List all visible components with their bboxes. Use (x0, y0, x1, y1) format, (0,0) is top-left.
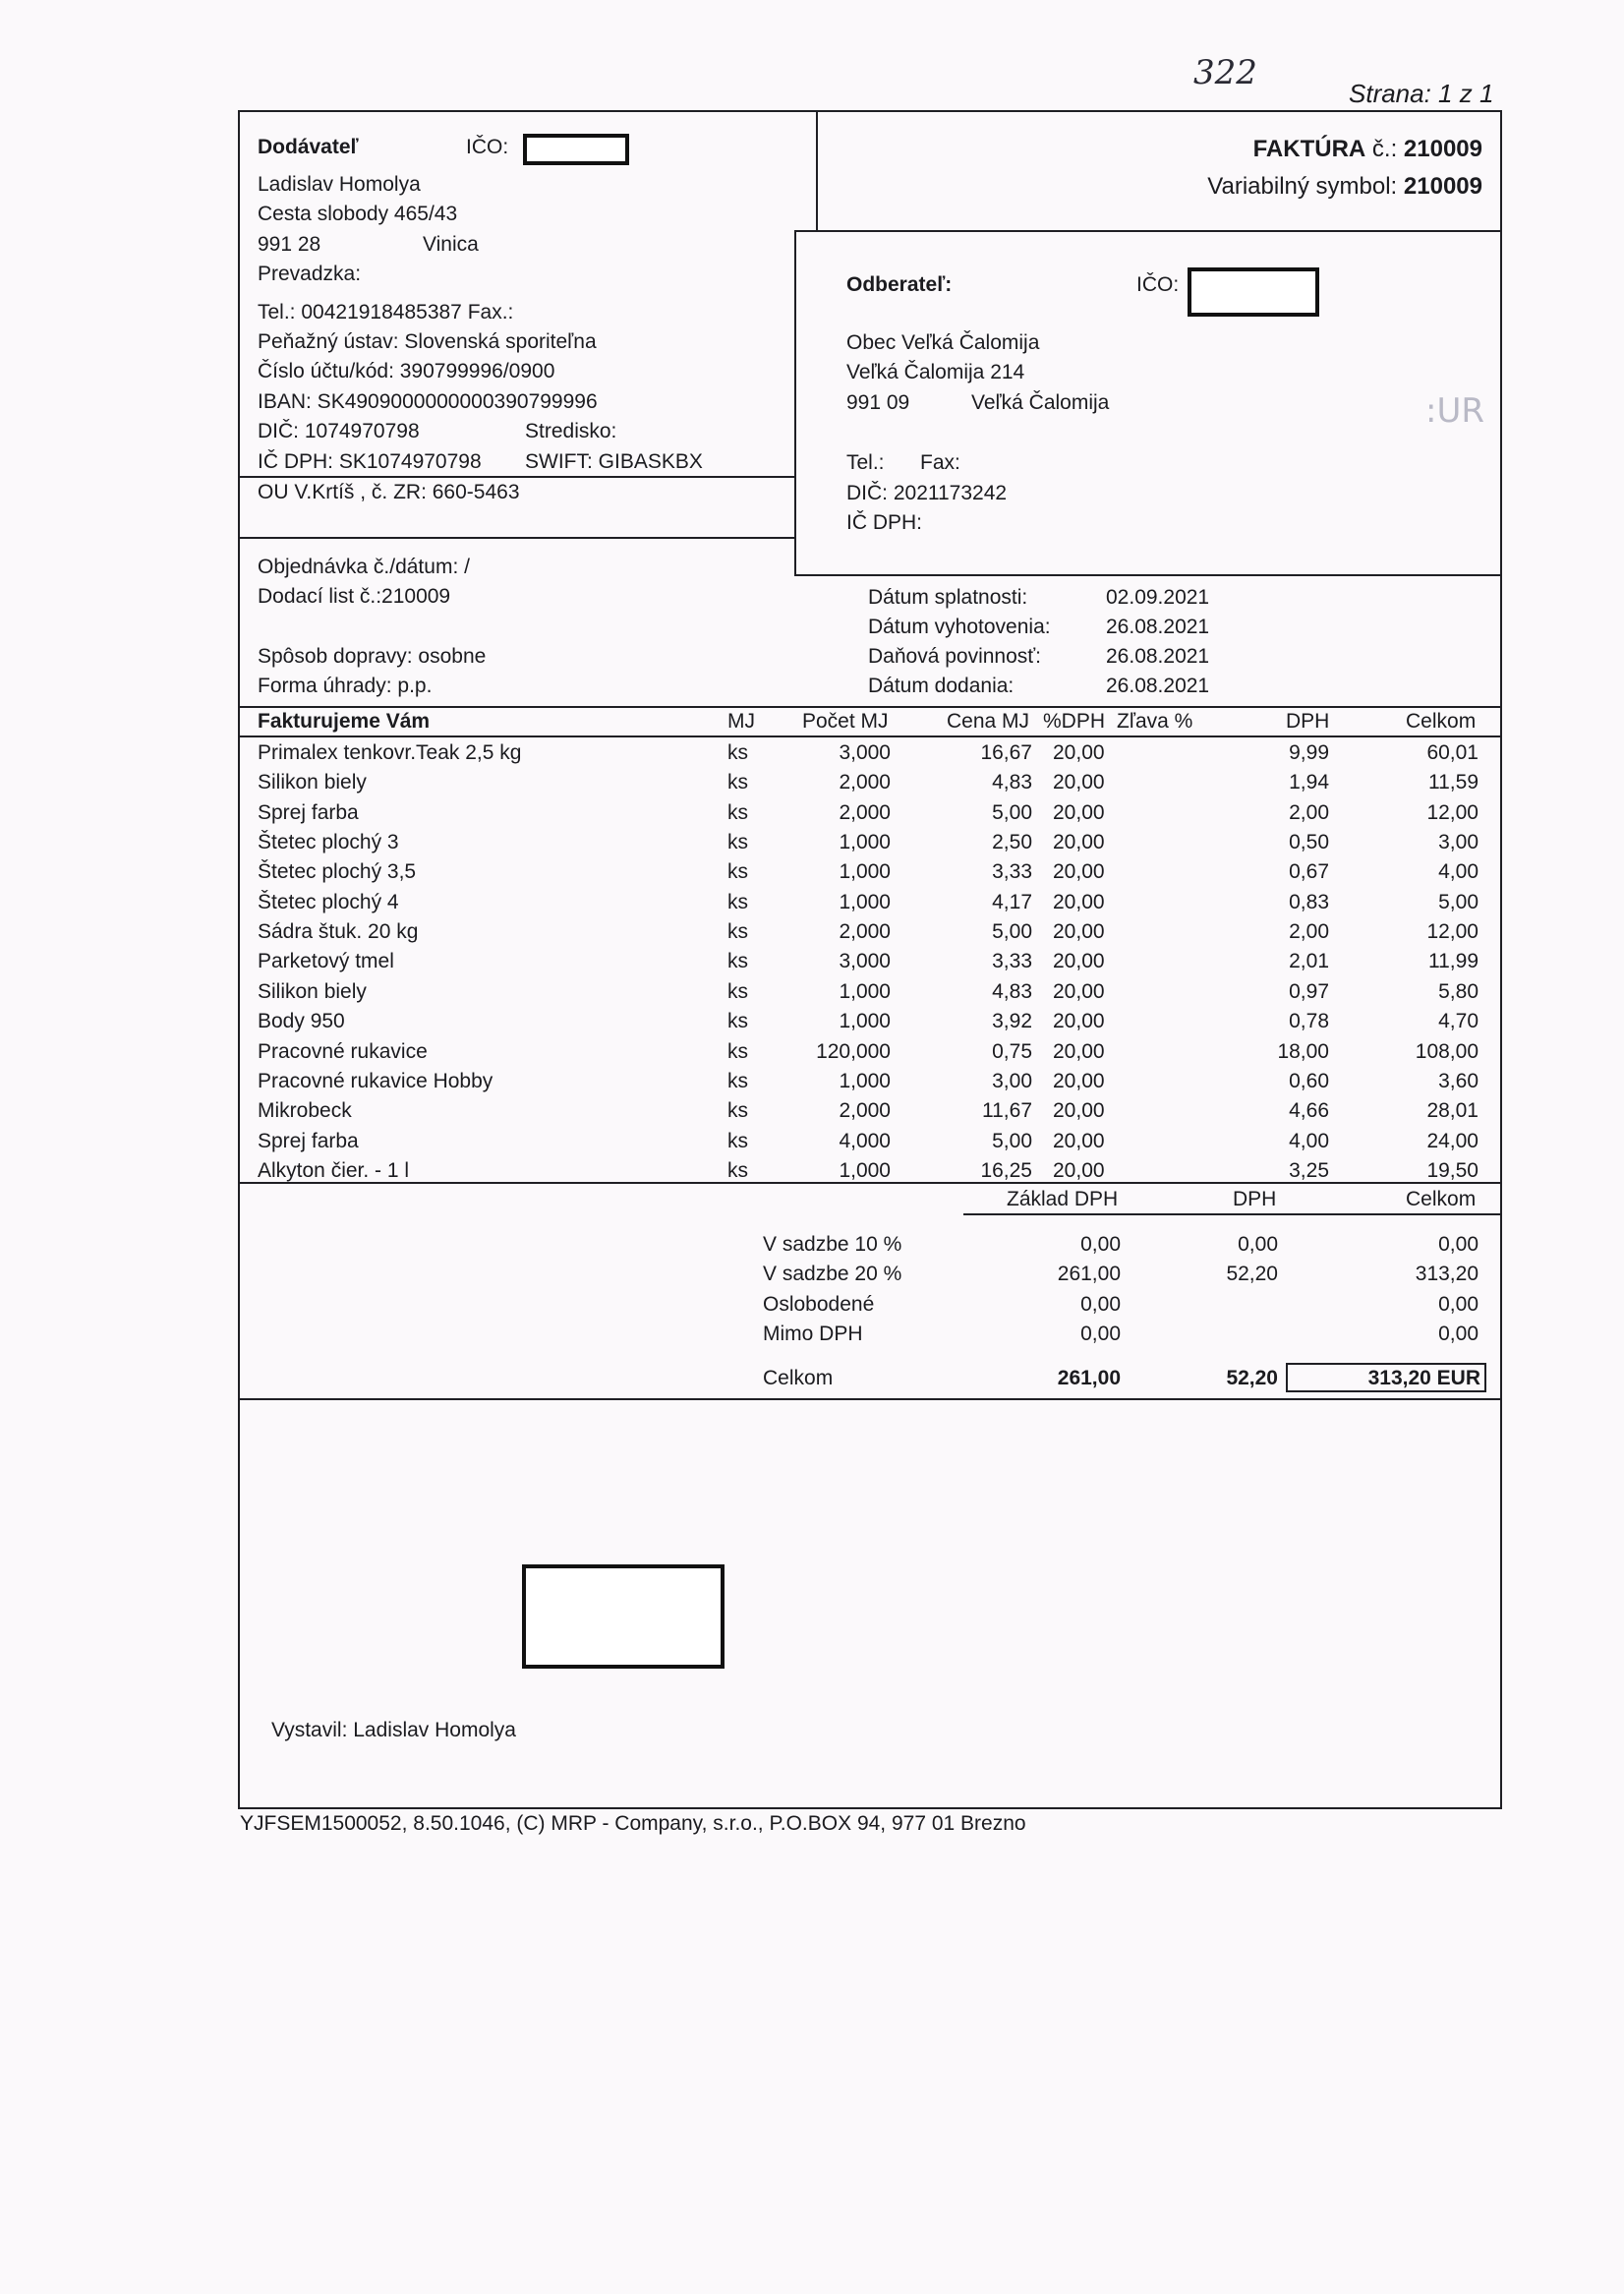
item-quantity: 1,000 (839, 1159, 891, 1182)
item-vat-amount: 3,25 (1289, 1159, 1329, 1182)
item-vat-amount: 0,67 (1289, 860, 1329, 883)
item-total: 24,00 (1426, 1130, 1479, 1152)
footer-software: YJFSEM1500052, 8.50.1046, (C) MRP - Company, s.r.o., P.O.BOX 94, 977 01 Brezno (240, 1812, 1026, 1835)
item-unit: ks (727, 891, 748, 913)
item-vat-rate: 20,00 (1053, 831, 1105, 853)
item-total: 12,00 (1426, 920, 1479, 943)
header-divider (816, 110, 818, 230)
col-header-name: Fakturujeme Vám (258, 710, 431, 733)
item-unit: ks (727, 1130, 748, 1152)
transport-method: Spôsob dopravy: osobne (258, 645, 487, 668)
item-vat-amount: 0,83 (1289, 891, 1329, 913)
item-unit-price: 2,50 (992, 831, 1032, 853)
item-unit-price: 16,67 (980, 741, 1032, 764)
col-header-mj: MJ (727, 710, 755, 733)
item-vat-amount: 4,66 (1289, 1099, 1329, 1122)
item-unit-price: 4,17 (992, 891, 1032, 913)
item-unit-price: 5,00 (992, 801, 1032, 824)
payment-method: Forma úhrady: p.p. (258, 675, 433, 697)
items-top-rule (238, 706, 1502, 708)
item-unit: ks (727, 950, 748, 972)
item-unit-price: 5,00 (992, 920, 1032, 943)
summary-header-base: Základ DPH (1007, 1188, 1119, 1210)
item-unit: ks (727, 831, 748, 853)
summary-total: 0,00 (1438, 1293, 1479, 1316)
supplier-underline-2 (238, 537, 794, 539)
supplier-name: Ladislav Homolya (258, 173, 421, 196)
item-unit: ks (727, 801, 748, 824)
col-header-vat: %DPH (1043, 710, 1106, 733)
customer-zip: 991 09 (846, 391, 910, 414)
supplier-icdph: IČ DPH: SK1074970798 (258, 450, 482, 473)
item-unit-price: 3,33 (992, 950, 1032, 972)
item-vat-rate: 20,00 (1053, 741, 1105, 764)
date-label: Dátum dodania: (868, 675, 1015, 697)
invoice-number-label: č.: (1365, 136, 1404, 162)
col-header-dph: DPH (1286, 710, 1330, 733)
item-quantity: 120,000 (816, 1040, 891, 1063)
item-total: 5,80 (1438, 980, 1479, 1003)
summary-base: 0,00 (1080, 1323, 1121, 1345)
summary-label: V sadzbe 10 % (763, 1233, 902, 1256)
item-vat-amount: 0,60 (1289, 1070, 1329, 1092)
item-quantity: 4,000 (839, 1130, 891, 1152)
summary-total: 313,20 (1415, 1263, 1479, 1285)
page-label: Strana: 1 z 1 (1349, 79, 1494, 108)
summary-base: 0,00 (1080, 1233, 1121, 1256)
item-quantity: 2,000 (839, 920, 891, 943)
items-bottom-rule (238, 1182, 1502, 1184)
item-vat-amount: 0,78 (1289, 1010, 1329, 1032)
item-vat-rate: 20,00 (1053, 1070, 1105, 1092)
invoice-title (1253, 136, 1482, 163)
item-vat-amount: 9,99 (1289, 741, 1329, 764)
supplier-account: Číslo účtu/kód: 390799996/0900 (258, 360, 555, 382)
summary-base: 261,00 (1057, 1263, 1121, 1285)
supplier-dic: DIČ: 1074970798 (258, 420, 420, 442)
item-total: 5,00 (1438, 891, 1479, 913)
supplier-prevadzka: Prevadzka: (258, 263, 362, 285)
summary-label: V sadzbe 20 % (763, 1263, 902, 1285)
summary-label: Oslobodené (763, 1293, 875, 1316)
col-header-price: Cena MJ (947, 710, 1030, 733)
item-total: 108,00 (1415, 1040, 1479, 1063)
summary-vat: 52,20 (1226, 1263, 1278, 1285)
supplier-label: Dodávateľ (258, 136, 359, 158)
handwritten-number: 322 (1193, 53, 1257, 92)
date-label: Dátum splatnosti: (868, 586, 1028, 609)
col-header-discount: Zľava % (1117, 710, 1193, 733)
item-name: Silikon biely (258, 980, 367, 1003)
invoice-number: 210009 (1403, 136, 1482, 162)
item-total: 3,60 (1438, 1070, 1479, 1092)
item-total: 11,99 (1428, 950, 1479, 972)
item-name: Štetec plochý 4 (258, 891, 399, 913)
item-name: Primalex tenkovr.Teak 2,5 kg (258, 741, 522, 764)
date-label: Dátum vyhotovenia: (868, 616, 1051, 638)
summary-header-rule (963, 1213, 1502, 1215)
col-header-total: Celkom (1406, 710, 1477, 733)
item-name: Sádra štuk. 20 kg (258, 920, 419, 943)
date-label: Daňová povinnosť: (868, 645, 1041, 668)
item-name: Sprej farba (258, 1130, 359, 1152)
item-vat-amount: 1,94 (1289, 771, 1329, 794)
customer-tel: Tel.: (846, 451, 885, 474)
item-name: Sprej farba (258, 801, 359, 824)
item-vat-amount: 0,97 (1289, 980, 1329, 1003)
grand-total-dph: 52,20 (1226, 1367, 1278, 1389)
item-name: Pracovné rukavice Hobby (258, 1070, 493, 1092)
summary-base: 0,00 (1080, 1293, 1121, 1316)
item-total: 3,00 (1438, 831, 1479, 853)
item-vat-rate: 20,00 (1053, 1159, 1105, 1182)
invoice-title-label: FAKTÚRA (1252, 136, 1366, 162)
item-unit-price: 4,83 (992, 980, 1032, 1003)
item-vat-rate: 20,00 (1053, 980, 1105, 1003)
redacted-supplier-ico (523, 134, 629, 165)
item-vat-rate: 20,00 (1053, 891, 1105, 913)
item-vat-rate: 20,00 (1053, 860, 1105, 883)
issuer: Vystavil: Ladislav Homolya (271, 1719, 516, 1741)
item-vat-amount: 2,01 (1289, 950, 1329, 972)
customer-icdph: IČ DPH: (846, 511, 923, 534)
item-unit-price: 3,33 (992, 860, 1032, 883)
summary-header-dph: DPH (1233, 1188, 1277, 1210)
supplier-city: Vinica (423, 233, 479, 256)
grand-total-label: Celkom (763, 1367, 834, 1389)
summary-bottom-rule (238, 1398, 1502, 1400)
item-quantity: 1,000 (839, 1070, 891, 1092)
item-quantity: 1,000 (839, 831, 891, 853)
customer-city: Veľká Čalomija (971, 391, 1110, 414)
item-unit-price: 5,00 (992, 1130, 1032, 1152)
item-quantity: 1,000 (839, 860, 891, 883)
supplier-ico-label: IČO: (466, 136, 509, 158)
delivery-note: Dodací list č.:210009 (258, 585, 451, 608)
variable-symbol (1207, 173, 1482, 201)
item-unit-price: 3,00 (992, 1070, 1032, 1092)
item-quantity: 2,000 (839, 801, 891, 824)
item-vat-rate: 20,00 (1053, 771, 1105, 794)
customer-street: Veľká Čalomija 214 (846, 361, 1025, 383)
supplier-tel-fax: Tel.: 00421918485387 Fax.: (258, 301, 514, 324)
item-quantity: 2,000 (839, 771, 891, 794)
item-quantity: 3,000 (839, 950, 891, 972)
bleed-through-mark: :UR (1425, 391, 1484, 431)
item-vat-rate: 20,00 (1053, 950, 1105, 972)
item-total: 11,59 (1428, 771, 1479, 794)
supplier-street: Cesta slobody 465/43 (258, 203, 458, 225)
item-unit: ks (727, 920, 748, 943)
col-header-qty: Počet MJ (802, 710, 889, 733)
date-value: 02.09.2021 (1106, 586, 1210, 609)
item-name: Alkyton čier. - 1 l (258, 1159, 410, 1182)
item-vat-amount: 4,00 (1289, 1130, 1329, 1152)
items-header-rule (238, 735, 1502, 737)
customer-name: Obec Veľká Čalomija (846, 331, 1040, 354)
item-quantity: 3,000 (839, 741, 891, 764)
item-quantity: 1,000 (839, 1010, 891, 1032)
grand-total-base: 261,00 (1057, 1367, 1121, 1389)
item-unit-price: 3,92 (992, 1010, 1032, 1032)
item-name: Štetec plochý 3,5 (258, 860, 417, 883)
summary-total: 0,00 (1438, 1233, 1479, 1256)
customer-label: Odberateľ: (846, 273, 953, 296)
date-value: 26.08.2021 (1106, 616, 1210, 638)
supplier-iban: IBAN: SK4909000000000390799996 (258, 390, 598, 413)
grand-total-value: 313,20 EUR (1367, 1367, 1480, 1389)
item-vat-rate: 20,00 (1053, 920, 1105, 943)
redacted-stamp (522, 1564, 725, 1669)
item-unit-price: 4,83 (992, 771, 1032, 794)
item-total: 4,70 (1438, 1010, 1479, 1032)
item-unit: ks (727, 980, 748, 1003)
item-name: Mikrobeck (258, 1099, 352, 1122)
item-unit: ks (727, 1159, 748, 1182)
item-vat-rate: 20,00 (1053, 1010, 1105, 1032)
item-quantity: 1,000 (839, 891, 891, 913)
summary-label: Mimo DPH (763, 1323, 863, 1345)
item-vat-rate: 20,00 (1053, 801, 1105, 824)
item-unit: ks (727, 1099, 748, 1122)
item-unit-price: 0,75 (992, 1040, 1032, 1063)
date-value: 26.08.2021 (1106, 645, 1210, 668)
item-name: Pracovné rukavice (258, 1040, 428, 1063)
item-total: 28,01 (1426, 1099, 1479, 1122)
supplier-bank: Peňažný ústav: Slovenská sporiteľna (258, 330, 597, 353)
item-vat-amount: 2,00 (1289, 920, 1329, 943)
item-unit-price: 16,25 (980, 1159, 1032, 1182)
customer-dic: DIČ: 2021173242 (846, 482, 1008, 504)
variable-symbol-value: 210009 (1403, 173, 1482, 200)
item-unit: ks (727, 1010, 748, 1032)
item-total: 19,50 (1426, 1159, 1479, 1182)
item-unit-price: 11,67 (982, 1099, 1032, 1122)
supplier-swift: SWIFT: GIBASKBX (525, 450, 703, 473)
item-vat-amount: 18,00 (1277, 1040, 1329, 1063)
customer-ico-label: IČO: (1136, 273, 1180, 296)
item-vat-amount: 2,00 (1289, 801, 1329, 824)
item-vat-rate: 20,00 (1053, 1040, 1105, 1063)
supplier-underline (238, 476, 794, 478)
date-value: 26.08.2021 (1106, 675, 1210, 697)
item-name: Silikon biely (258, 771, 367, 794)
item-total: 12,00 (1426, 801, 1479, 824)
order-number: Objednávka č./dátum: / (258, 556, 470, 578)
summary-total: 0,00 (1438, 1323, 1479, 1345)
item-name: Parketový tmel (258, 950, 394, 972)
supplier-zip: 991 28 (258, 233, 321, 256)
item-name: Štetec plochý 3 (258, 831, 399, 853)
item-total: 60,01 (1426, 741, 1479, 764)
item-unit: ks (727, 771, 748, 794)
item-name: Body 950 (258, 1010, 345, 1032)
item-quantity: 1,000 (839, 980, 891, 1003)
item-vat-amount: 0,50 (1289, 831, 1329, 853)
customer-fax: Fax: (920, 451, 960, 474)
supplier-ou: OU V.Krtíš , č. ZR: 660-5463 (258, 481, 520, 503)
item-unit: ks (727, 1070, 748, 1092)
item-unit: ks (727, 1040, 748, 1063)
item-vat-rate: 20,00 (1053, 1099, 1105, 1122)
supplier-stredisko: Stredisko: (525, 420, 617, 442)
item-unit: ks (727, 860, 748, 883)
summary-vat: 0,00 (1238, 1233, 1278, 1256)
variable-symbol-label: Variabilný symbol: (1207, 173, 1404, 200)
item-quantity: 2,000 (839, 1099, 891, 1122)
summary-header-total: Celkom (1406, 1188, 1477, 1210)
redacted-customer-ico (1188, 267, 1319, 317)
item-total: 4,00 (1438, 860, 1479, 883)
item-vat-rate: 20,00 (1053, 1130, 1105, 1152)
item-unit: ks (727, 741, 748, 764)
